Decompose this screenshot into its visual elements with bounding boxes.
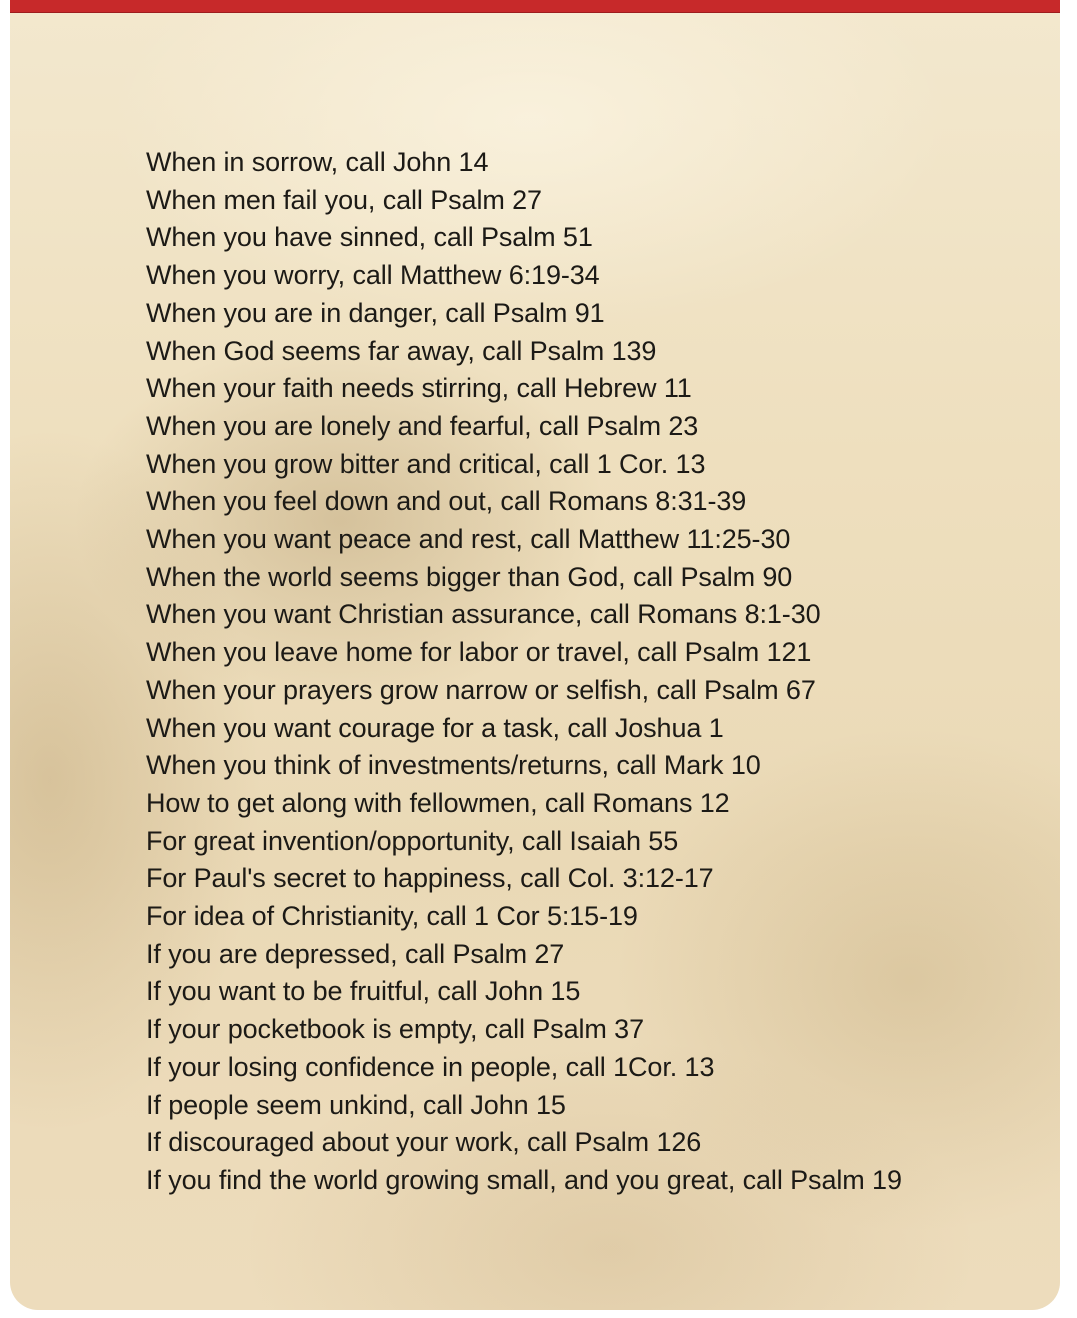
verse-line: When you have sinned, call Psalm 51 bbox=[146, 222, 593, 253]
verse-line: When the world seems bigger than God, call Psalm 90 bbox=[146, 561, 793, 592]
verse-line: If you find the world growing small, and you great, call Psalm 19 bbox=[146, 1164, 902, 1195]
verse-line: For great invention/opportunity, call Isaiah 55 bbox=[146, 825, 679, 856]
verse-line: How to get along with fellowmen, call Romans 12 bbox=[146, 787, 730, 818]
verse-line: For Paul's secret to happiness, call Col. 3:12-17 bbox=[146, 863, 714, 894]
verse-line: If your pocketbook is empty, call Psalm 37 bbox=[146, 1014, 645, 1045]
verse-line: If people seem unkind, call John 15 bbox=[146, 1089, 566, 1120]
verse-line: When you leave home for labor or travel, call Psalm 121 bbox=[146, 637, 812, 668]
verse-list bbox=[146, 144, 902, 1200]
verse-line: When men fail you, call Psalm 27 bbox=[146, 184, 542, 215]
verse-line: When you want courage for a task, call Joshua 1 bbox=[146, 712, 724, 743]
verse-line: When you want peace and rest, call Matthew 11:25-30 bbox=[146, 524, 791, 555]
top-accent-bar bbox=[10, 0, 1060, 13]
verse-line: When you grow bitter and critical, call 1 Cor. 13 bbox=[146, 448, 706, 479]
verse-line: If your losing confidence in people, call 1Cor. 13 bbox=[146, 1051, 715, 1082]
verse-line: If you are depressed, call Psalm 27 bbox=[146, 938, 565, 969]
verse-line: When you worry, call Matthew 6:19-34 bbox=[146, 260, 600, 291]
verse-line: When you want Christian assurance, call Romans 8:1-30 bbox=[146, 599, 821, 630]
verse-line: When your faith needs stirring, call Hebrew 11 bbox=[146, 373, 692, 404]
verse-line: For idea of Christianity, call 1 Cor 5:15-19 bbox=[146, 901, 638, 932]
verse-line: When you are in danger, call Psalm 91 bbox=[146, 297, 605, 328]
verse-line: If discouraged about your work, call Psalm 126 bbox=[146, 1127, 702, 1158]
verse-line: When your prayers grow narrow or selfish, call Psalm 67 bbox=[146, 674, 816, 705]
verse-line: When you think of investments/returns, call Mark 10 bbox=[146, 750, 761, 781]
verse-line: When in sorrow, call John 14 bbox=[146, 147, 489, 177]
paper-card bbox=[10, 0, 1060, 1310]
verse-line: When you feel down and out, call Romans 8:31-39 bbox=[146, 486, 747, 517]
verse-line: If you want to be fruitful, call John 15 bbox=[146, 976, 581, 1007]
verse-line: When God seems far away, call Psalm 139 bbox=[146, 335, 657, 366]
verse-line: When you are lonely and fearful, call Psalm 23 bbox=[146, 410, 699, 441]
